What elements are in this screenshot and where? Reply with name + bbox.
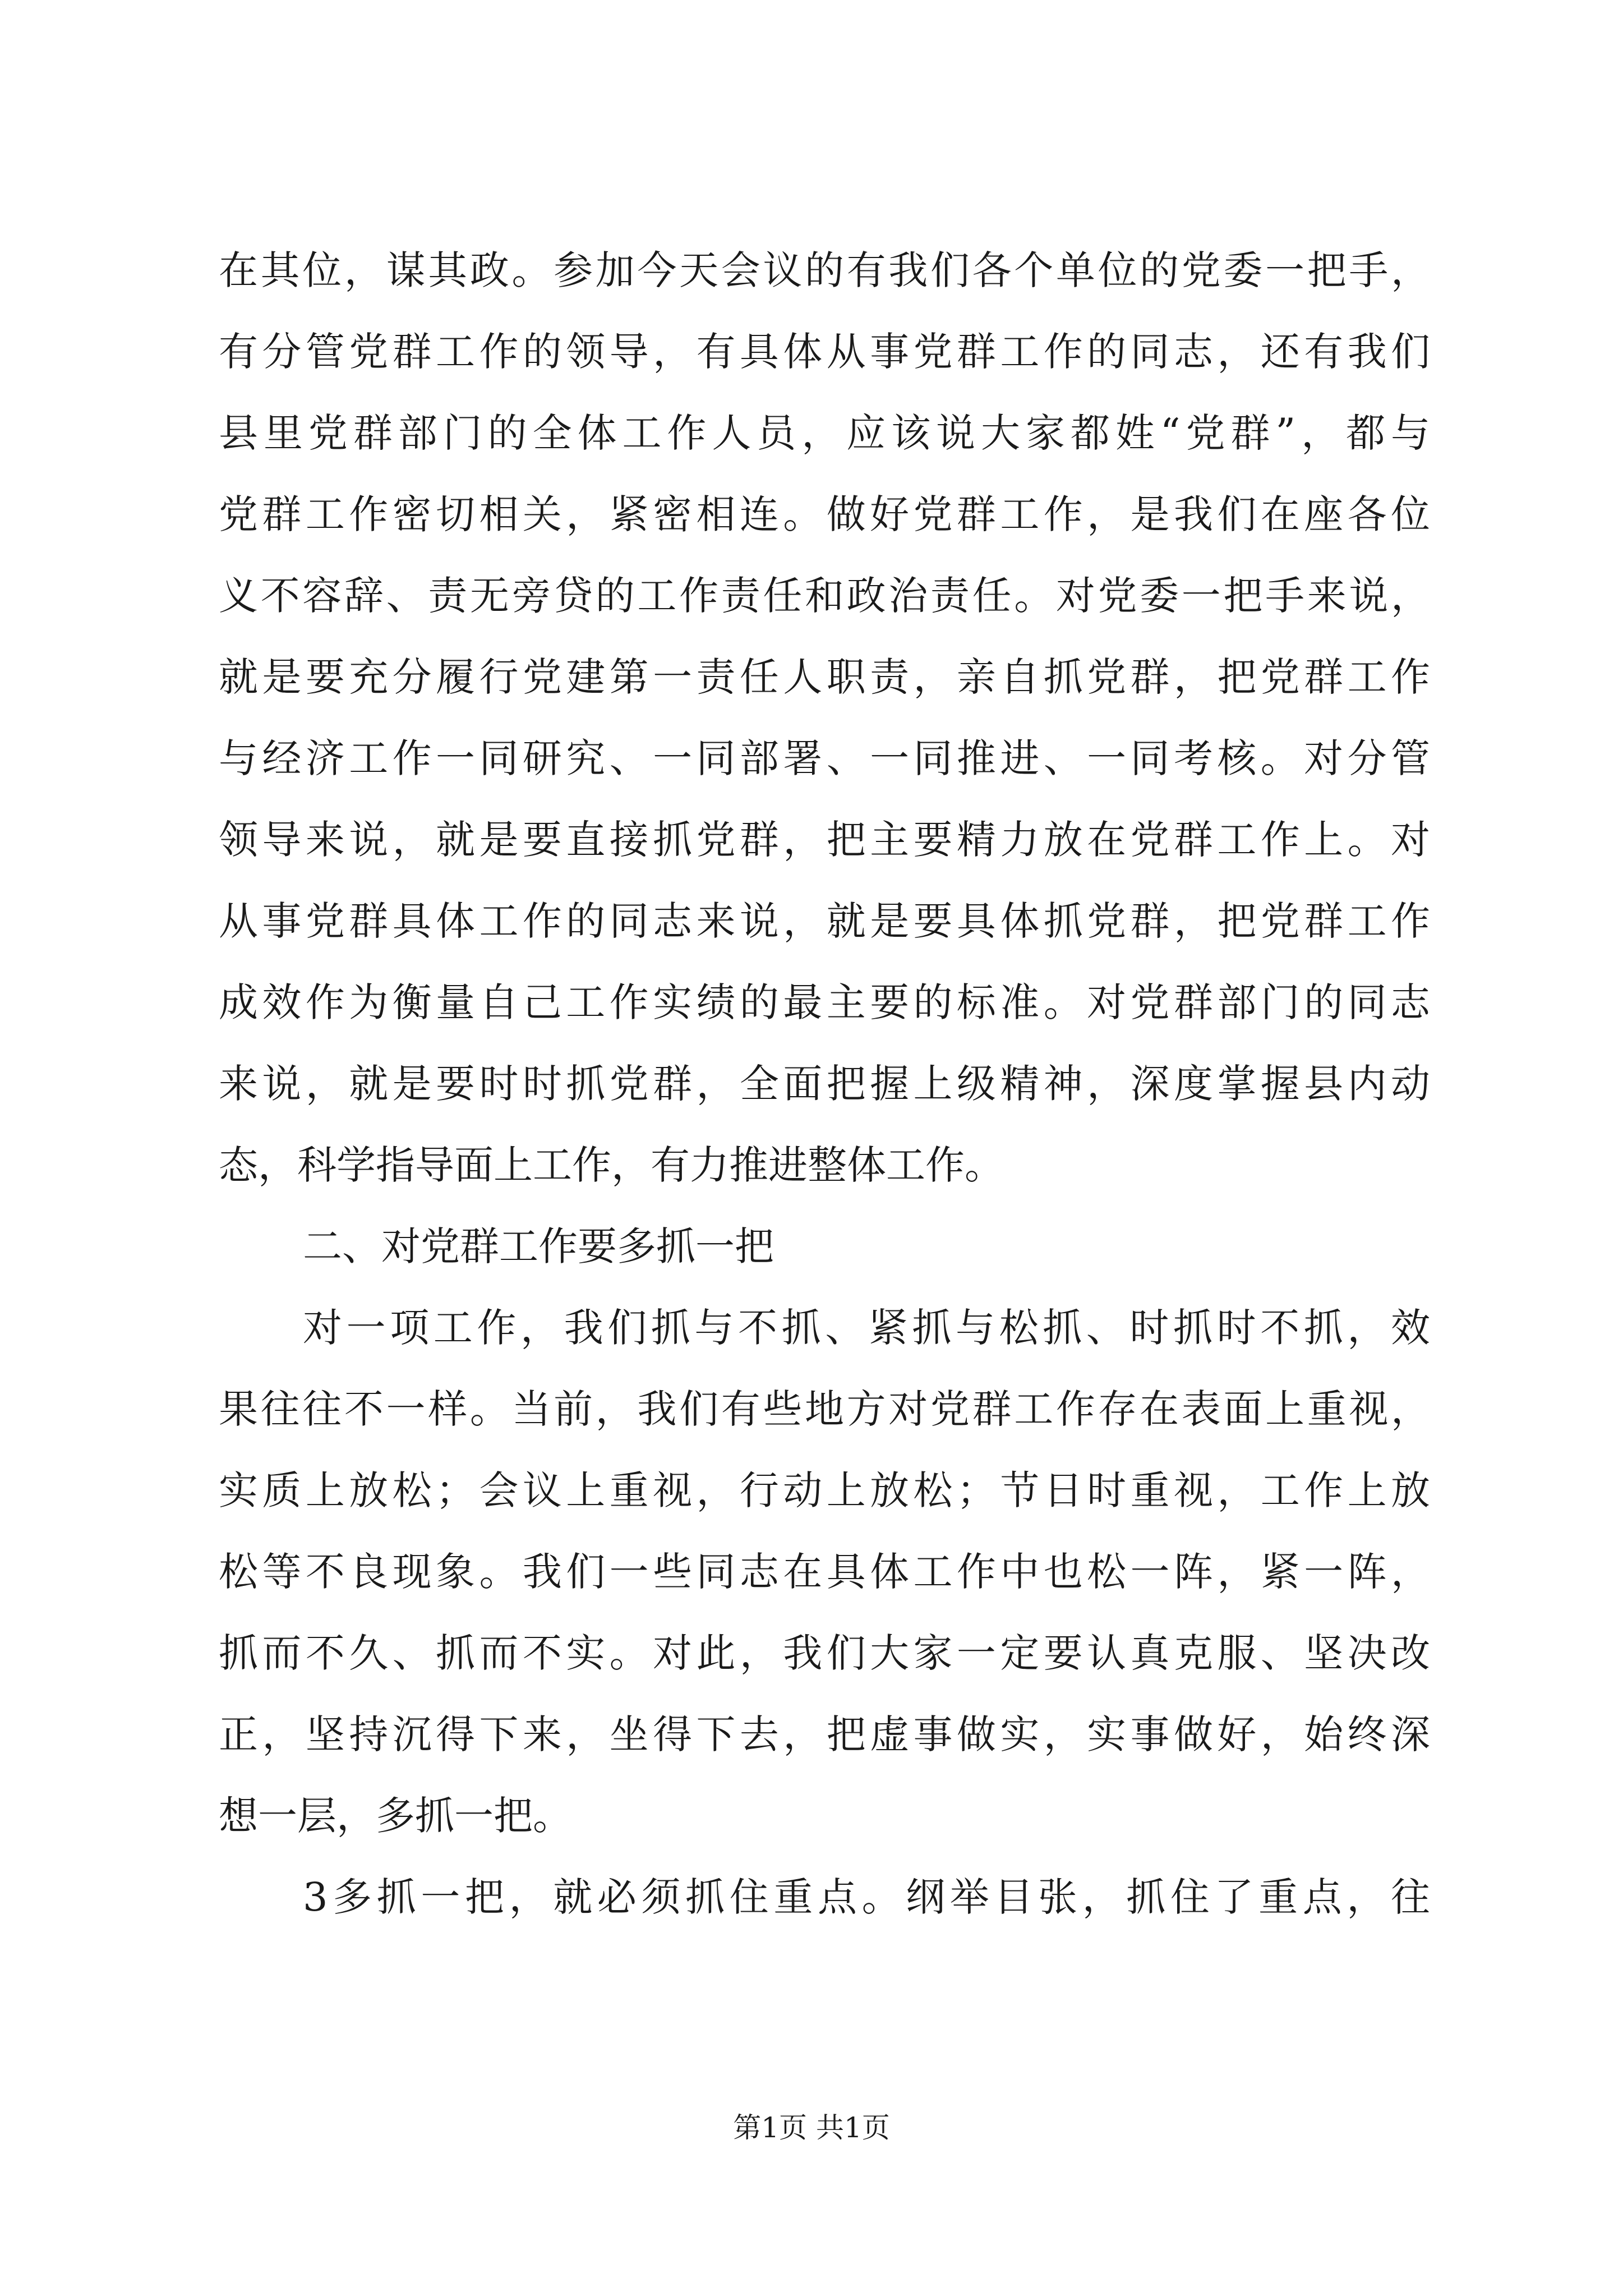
text-line: 3多抓一把，就必须抓住重点。纲举目张，抓住了重点，往 [303,1874,1430,1920]
text-line: 想一层，多抓一把。 [219,1793,572,1839]
text-line: 在其位，谋其政。参加今天会议的有我们各个单位的党委一把手， [219,247,1430,293]
section-heading: 二、对党群工作要多抓一把 [303,1223,774,1269]
text-line: 义不容辞、责无旁贷的工作责任和政治责任。对党委一把手来说， [219,573,1430,619]
text-line: 果往往不一样。当前，我们有些地方对党群工作存在表面上重视， [219,1386,1430,1432]
text-line: 党群工作密切相关，紧密相连。做好党群工作，是我们在座各位 [219,491,1430,537]
text-line: 对一项工作，我们抓与不抓、紧抓与松抓、时抓时不抓，效 [303,1305,1430,1351]
document-body [219,230,1430,1938]
text-line: 领导来说，就是要直接抓党群，把主要精力放在党群工作上。对 [219,817,1430,863]
text-line: 成效作为衡量自己工作实绩的最主要的标准。对党群部门的同志 [219,979,1430,1025]
text-line: 县里党群部门的全体工作人员，应该说大家都姓“党群”，都与 [219,410,1430,456]
text-line: 抓而不久、抓而不实。对此，我们大家一定要认真克服、坚决改 [219,1630,1430,1676]
text-line: 与经济工作一同研究、一同部署、一同推进、一同考核。对分管 [219,735,1430,781]
text-line: 来说，就是要时时抓党群，全面把握上级精神，深度掌握县内动 [219,1061,1430,1107]
text-line: 从事党群具体工作的同志来说，就是要具体抓党群，把党群工作 [219,898,1430,944]
text-line: 松等不良现象。我们一些同志在具体工作中也松一阵，紧一阵， [219,1549,1430,1595]
text-line: 态，科学指导面上工作，有力推进整体工作。 [219,1142,1004,1188]
text-line: 就是要充分履行党建第一责任人职责，亲自抓党群，把党群工作 [219,654,1430,700]
text-line: 有分管党群工作的领导，有具体从事党群工作的同志，还有我们 [219,329,1430,375]
page-footer: 第1页 共1页 [733,2111,890,2144]
text-line: 正，坚持沉得下来，坐得下去，把虚事做实，实事做好，始终深 [219,1711,1430,1757]
text-line: 实质上放松；会议上重视，行动上放松；节日时重视，工作上放 [219,1467,1430,1513]
